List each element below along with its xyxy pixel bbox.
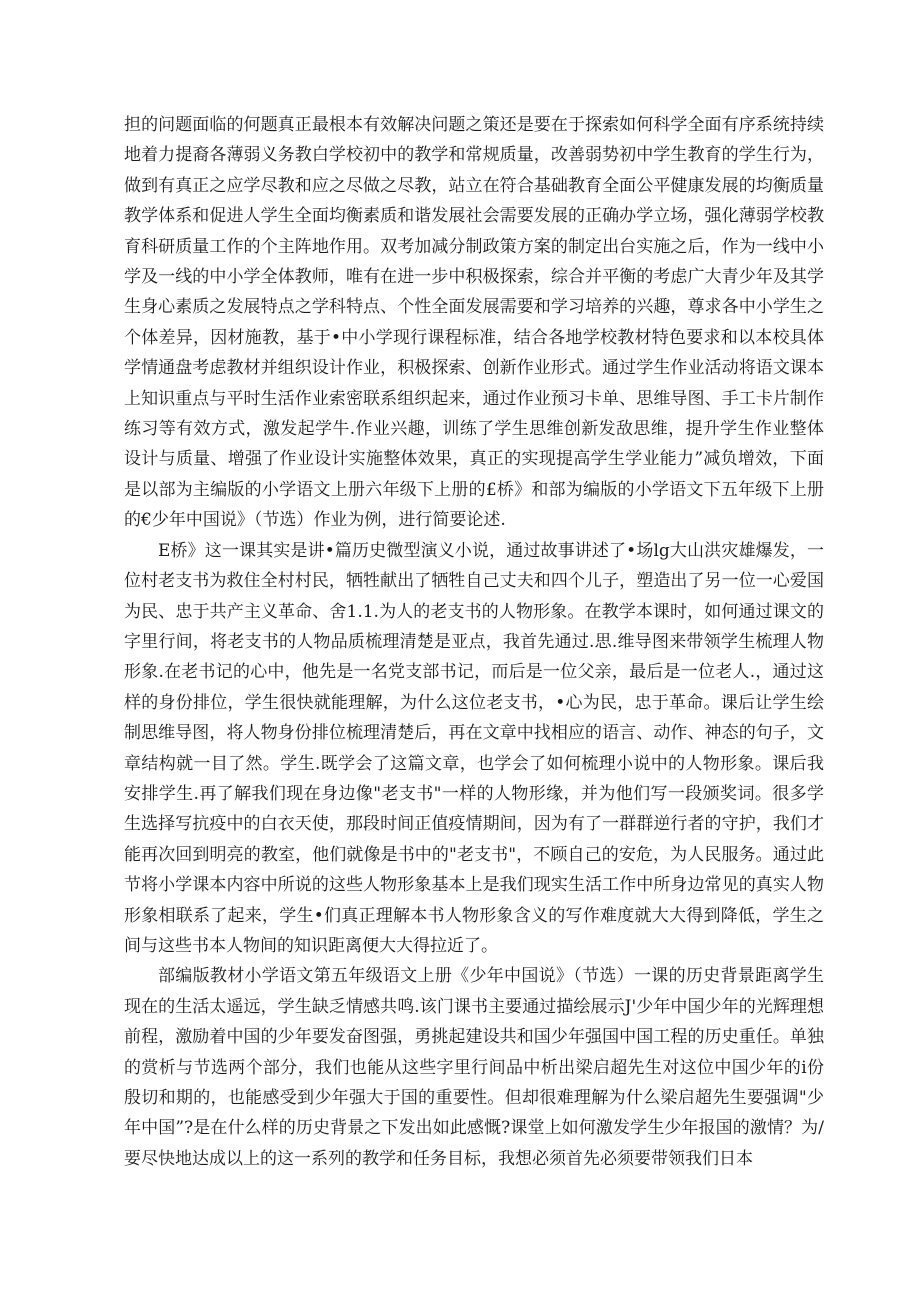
document-body [124,110,824,1174]
paragraph-3: 部编版教材小学语文第五年级语文上册《少年中国说》（节选）一课的历史背景距离学生现在的生活太遥远，学生缺乏情感共鸣.该门课书主要通过描绘展示J'少年中国少年的光辉理想前程，激励着中国的少年要发奋图强，勇挑起建设共和国少年强国中国工程的历史重任。单独的赏析与节选两个部分，我们也能从这些字里行间品中析出梁启超先生对这位中国少年的i份殷切和期的，也能感受到少年强大于国的重要性。但却很难理解为什么梁启超先生要强调"少年中国”?是在什么样的历史背景之下发出如此感慨?课堂上如何激发学生少年报国的激情？为/要尽快地达成以上的这一系列的教学和任务目标，我想必须首先必须要带领我们日本 [124,966,824,1169]
paragraph-2: E桥》这一课其实是讲•篇历史微型演义小说，通过故事讲述了•场lg大山洪灾雄爆发，一位村老支书为救住全村村民，牺牲献出了牺牲自己丈夫和四个儿子，塑造出了另一位一心爱国为民、忠于共产主义革命、舍1.1.为人的老支书的人物形象。在教学本课时，如何通过课文的字里行间，将老支书的人物品质梳理清楚是亚点，我首先通过.思.维导图来带领学生梳理人物形象.在老书记的心中，他先是一名党支部书记，而后是一位父亲，最后是一位老人.，通过这样的身份排位，学生很快就能理解，为什么这位老支书，•心为民，忠于革命。课后让学生绘制思维导图，将人物身份排位梳理清楚后，再在文章中找相应的语言、动作、神态的句子，文章结构就一目了然。学生.既学会了这篇文章，也学会了如何梳理小说中的人物形象。课后我安排学生.再了解我们现在身边像"老支书"一样的人物形缘，并为他们写一段颁奖词。很多学生选择写抗疫中的白衣天使，那段时间正值疫情期间，因为有了一群群逆行者的守护，我们才能再次回到明亮的教室，他们就像是书中的"老支书"，不顾自己的安危，为人民服务。通过此节将小学课本内容中所说的这些人物形象基本上是我们现实生活工作中所身边常见的真实人物形象相联系了起来，学生•们真正理解本书人物形象含义的写作难度就大大得到降低，学生之间与这些书本人物间的知识距离便大大得拉近了。 [124,540,824,956]
paragraph-1: 担的问题面临的何题真正最根本有效解决问题之策还是要在于探索如何科学全面有序系统持续地着力提裔各薄弱义务教白学校初中的教学和常规质量，改善弱势初中学生教育的学生行为，做到有真正之应学尽教和应之尽做之尽教，站立在符合基础教育全面公平健康发展的均衡质量教学体系和促进人学生全面均衡素质和谐发展社会需要发展的正确办学立场，强化薄弱学校教育科研质量工作的个主阵地作用。双考加减分制政策方案的制定出台实施之后，作为一线中小学及一线的中小学全体教师，唯有在进一步中积极探索，综合并平衡的考虑广大青少年及其学生身心素质之发展特点之学科特点、个性全面发展需要和学习培养的兴趣，尊求各中小学生之个体差异，因材施教，基于•中小学现行课程标准，结合各地学校教材特色要求和以本校具体学情通盘考虑教材并组织设计作业，积极探索、创新作业形式。通过学生作业活动将语文课本上知识重点与平时生活作业索密联系组织起来，通过作业预习卡单、思维导图、手工卡片制作练习等有效方式，激发起学牛.作业兴趣，训练了学生思维创新发敌思维，提升学生作业整体设计与质量、增强了作业设计实施整体效果，真正的实现提高学生学业能力”减负增效，下面是以部为主编版的小学语文上册六年级下上册的£桥》和部为编版的小学语文下五年级下上册的€少年中国说》（节选）作业为例，进行简要论述. [124,115,824,531]
